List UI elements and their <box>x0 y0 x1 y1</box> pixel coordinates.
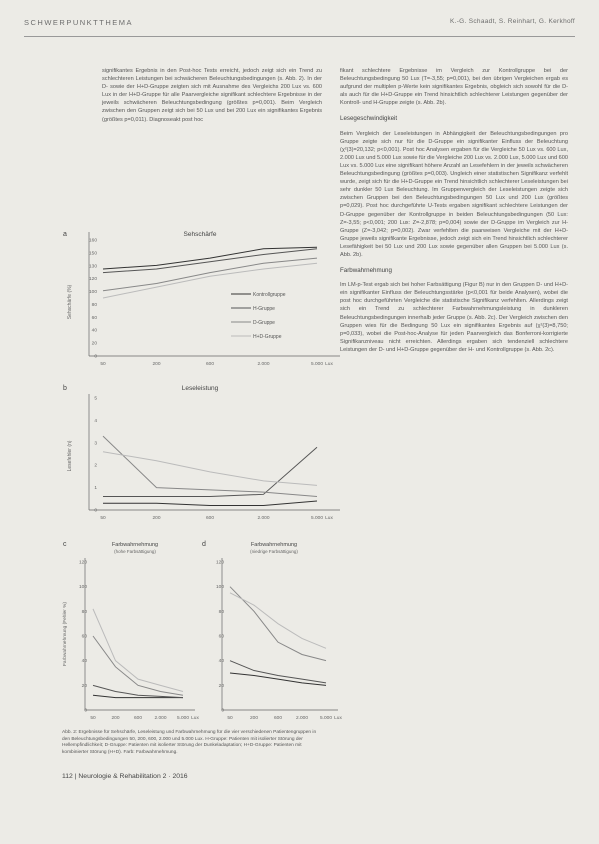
series-line <box>93 685 183 697</box>
y-tick-label: 80 <box>218 609 224 615</box>
y-tick-label: 40 <box>218 659 224 665</box>
y-tick-label: 1 <box>94 486 97 492</box>
x-tick-label: 600 <box>205 516 215 521</box>
x-tick-label: Lux <box>334 716 342 721</box>
x-tick-label: 50 <box>100 362 106 367</box>
x-tick-label: 600 <box>205 362 215 367</box>
right-text-column <box>340 67 568 355</box>
x-tick-label: Lux <box>325 362 333 367</box>
y-tick-label: 40 <box>91 328 97 334</box>
body-paragraph: signifikantes Ergebnis in den Post-hoc Tests erreicht, jedoch zeigt sich ein Trend zu schlechteren Leistungen bei schwächeren Beleuchtungsbedingungen (s. Abb. 2). In der D- sowie der H+D-Gruppe zeigten sich mit Ausnahme des Vergleichs 200 Lux vs. 600 Lux in der H+D-Gruppe für alle Paarvergleiche signifikant schlechtere Ergebnisse in der jeweils schwächeren Beleuchtungsbedingung (größtes p=0,001). Beim Vergleich zwischen den Gruppen zeigt sich bei 50 Lux und bei 200 Lux ein signifikantes Ergebnis (größtes p=0,011). Diagnoseakt post hoc <box>102 68 322 123</box>
panel-c-subtitle: (hohe Farbsättigung) <box>114 549 156 554</box>
y-tick-label: 100 <box>215 585 224 591</box>
panel-d-title: Farbwahrnehmung <box>250 542 298 548</box>
x-tick-label: 2.000 <box>154 716 167 721</box>
panel-a-xticks <box>100 361 333 367</box>
legend <box>231 292 286 340</box>
panel-b-ylabel: Lesefehler (n) <box>67 440 73 472</box>
series-line <box>230 673 326 685</box>
y-tick-label: 40 <box>81 659 87 665</box>
series-line <box>93 636 183 695</box>
y-tick-label: 160 <box>88 238 97 244</box>
legend-item: H-Gruppe <box>253 306 275 312</box>
panel-b-yticks <box>94 396 97 514</box>
x-tick-label: 200 <box>152 362 161 367</box>
y-tick-label: 100 <box>78 585 87 591</box>
x-tick-label: 600 <box>273 716 283 721</box>
x-tick-label: 2.000 <box>295 716 309 721</box>
panel-c-series <box>93 609 183 698</box>
legend-item: Kontrollgruppe <box>253 292 286 298</box>
panel-b-series <box>103 436 317 505</box>
page-footer: 112 | Neurologie & Rehabilitation 2 · 2016 <box>62 773 188 780</box>
series-line <box>103 258 317 291</box>
header-rule <box>24 36 575 37</box>
panel-a-ylabel: Sehschärfe (%) <box>67 284 73 320</box>
series-line <box>103 249 317 273</box>
x-tick-label: Lux <box>325 516 333 521</box>
panel-b-xticks <box>100 515 333 521</box>
y-tick-label: 130 <box>88 264 97 270</box>
panel-a-yticks <box>89 238 97 360</box>
panel-b-title: Leseleistung <box>181 385 219 392</box>
x-tick-label: 5.000 <box>319 716 333 721</box>
y-tick-label: 20 <box>218 683 224 689</box>
x-tick-label: 5.000 <box>310 362 324 367</box>
panel-c-xticks <box>90 715 199 721</box>
section-heading: Lesegeschwindigkeit <box>340 115 398 123</box>
y-tick-label: 0 <box>84 708 87 714</box>
body-paragraph: fikant schlechtere Ergebnisse im Vergleich zur Kontrollgruppe bei der Beleuchtungsbedingung 50 Lux (T=-3,55; p=0,001), bei den übrigen Vergleichen ergab es aufgrund der multiplen p-Werte kein signifikantes Ergebnis, obgleich sich sowohl für die D- als auch für die H+D-Gruppe ein Trend hinsichtlich schlechterer Leistungen gegenüber der Kontroll- und H-Gruppe zeigte (s. Abb. 2b). <box>340 68 568 107</box>
x-tick-label: 600 <box>133 716 143 721</box>
series-line <box>103 452 317 486</box>
x-tick-label: 2.000 <box>257 362 270 367</box>
panel-a-title: Sehschärfe <box>183 231 217 238</box>
x-tick-label: 5.000 <box>310 516 324 521</box>
panel-c-title: Farbwahrnehmung <box>111 542 159 548</box>
y-tick-label: 120 <box>88 277 97 283</box>
y-tick-label: 120 <box>78 560 87 566</box>
panel-letter-b: b <box>63 385 67 392</box>
y-tick-label: 80 <box>81 609 87 615</box>
legend-item: H+D-Gruppe <box>253 334 282 340</box>
panel-d-xticks <box>227 715 342 721</box>
y-tick-label: 0 <box>221 708 224 714</box>
x-tick-label: 200 <box>249 716 259 721</box>
section-label: SCHWERPUNKTTHEMA <box>24 18 134 27</box>
x-tick-label: 2.000 <box>257 516 270 521</box>
panel-c-yticks <box>79 560 87 714</box>
x-tick-label: 200 <box>152 516 161 521</box>
running-header <box>24 18 575 32</box>
chart-panel-a <box>55 222 345 372</box>
x-tick-label: Lux <box>191 716 199 721</box>
panel-d-yticks <box>216 560 224 714</box>
panel-letter-c: c <box>63 541 67 548</box>
y-tick-label: 4 <box>94 418 97 424</box>
series-line <box>103 247 317 269</box>
panel-d-subtitle: (niedrige Farbsättigung) <box>250 549 298 554</box>
section-heading: Farbwahrnehmung <box>340 267 392 275</box>
left-text-column <box>102 67 322 125</box>
y-tick-label: 100 <box>88 290 97 296</box>
panel-a-series <box>103 247 317 298</box>
panel-letter-d: d <box>202 541 206 548</box>
y-tick-label: 60 <box>218 634 224 640</box>
x-tick-label: 50 <box>227 716 233 721</box>
y-tick-label: 5 <box>94 396 97 402</box>
series-line <box>103 501 317 505</box>
y-tick-label: 150 <box>88 251 97 257</box>
body-paragraph: Im LM-p-Test ergab sich bei hoher Farbsättigung (Figur B) nur in den Gruppen D- und H+D- ein signifikanter Einfluss der Beleuchtungsstärke (p<0,001 für beide Analysen), wobei die post hoc durchgeführten Vergleiche die statistische Signifikanz verfehlten. Allerdings zeigt sich ein Trend zu schlechterer Farbwahrnehmungsleistung in dunkleren Beleuchtungsbedingungen innerhalb jeder Gruppe (s. Abb. 2c). Der Vergleich zwischen den Gruppen wies für die Bedingung 50 Lux ein signifikantes Ergebnis auf (χ²(3)=8,750; p=0,033), wobei die Post-hoc-Analyse für jeden Paarvergleich das Bonferroni-korrigierte Signifikanzniveau nicht erreichten. Allerdings ergaben sich tendenziell schlechtere Leistungen der D- und H+D-Gruppe gegenüber der H- und Kontrollgruppe (s. Abb. 2c). <box>340 282 568 353</box>
chart-panel-b <box>55 376 345 526</box>
x-tick-label: 50 <box>100 516 106 521</box>
series-line <box>103 436 317 496</box>
chart-panel-d <box>198 534 343 726</box>
x-tick-label: 5.000 <box>176 716 190 721</box>
y-tick-label: 120 <box>215 560 224 566</box>
legend-item: D-Gruppe <box>253 320 275 326</box>
chart-panel-c <box>55 534 200 726</box>
x-tick-label: 200 <box>111 716 120 721</box>
y-tick-label: 2 <box>94 463 97 469</box>
y-tick-label: 3 <box>94 441 97 447</box>
series-line <box>93 609 183 692</box>
x-tick-label: 50 <box>90 716 96 721</box>
y-tick-label: 80 <box>91 302 97 308</box>
y-tick-label: 20 <box>91 341 97 347</box>
y-tick-label: 60 <box>91 315 97 321</box>
y-tick-label: 0 <box>94 508 97 514</box>
panel-d-series <box>230 587 326 686</box>
y-tick-label: 60 <box>81 634 87 640</box>
panel-letter-a: a <box>63 231 67 238</box>
author-line: K.-G. Schaadt, S. Reinhart, G. Kerkhoff <box>449 18 575 25</box>
y-tick-label: 20 <box>81 683 87 689</box>
y-tick-label: 0 <box>94 354 97 360</box>
panel-c-ylabel: Farbwahrnehmung (Fehler %) <box>63 602 68 666</box>
body-paragraph: Beim Vergleich der Leseleistungen in Abhängigkeit der Beleuchtungsbedingungen pro Gruppe zeigte sich nur für die D-Gruppe ein signifikanter Einfluss der Beleuchtung (χ²(3)=20,132; p<0,001). Post hoc Analysen ergaben für die Vergleiche 50 Lux vs. 600 Lux, 2.000 Lux und 5.000 Lux sowie für die Vergleiche 200 Lux vs. 2.000 Lux, 5.000 Lux und 600 Lux vs. 5.000 Lux eine signifikant höhere Anzahl an Lesefehlern in der jeweils schwächeren Beleuchtungsbedingung (größtes p=0,003). Ungleich einer statistischen Signifikanz verfehlt wurde, zeigt sich für die H+D-Gruppe ein Trend hinsichtlich schlechterer Leseleistungen bei sehr dunkler 50 Lux Beleuchtung. Im Gruppenvergleich der Leseleistungen zeigte sich zwischen Gruppen bei den Beleuchtungsbedingungen 50 Lux und 200 Lux (größtes p=0,029). Post hoc durchgeführte U-Tests ergaben signifikant schlechtere Leistungen der D-Gruppe gegenüber der Kontrollgruppe in beiden Beleuchtungsbedingungen (50 Lux: Z=-3,55; p<0,001; 200 Lux: Z=-2,878; p=0,004) sowie der D-Gruppe im Vergleich zur H-Gruppe (Z=-3,042; p=0,002). Zwar verfehlten die paarweisen Vergleiche mit der H+D-Gruppe jeweils signifikante Ergebnisse, jedoch zeigt sich ein Trend hinsichtlich schlechterer Lesefähigkeit bei 50 Lux und 200 Lux sowie gegenüber allen Gruppen bei 5.000 Lux (s. Abb. 2b). <box>340 130 568 258</box>
figure-caption: Abb. 2: Ergebnisse für Sehschärfe, Leseleistung und Farbwahrnehmung für die vier verschiedenen Patientengruppen in den Beleuchtungsbedingungen 50, 200, 600, 2.000 und 5.000 Lux. H-Gruppe: Patienten mit isolierter Störung der Hellempfindlichkeit; D-Gruppe: Patienten mit isolierter Störung der Dunkeladaptation; H+D-Gruppe: Patienten mit kombinierter Störung (H+D). Farb: Farbwahrnehmung. <box>62 730 317 755</box>
